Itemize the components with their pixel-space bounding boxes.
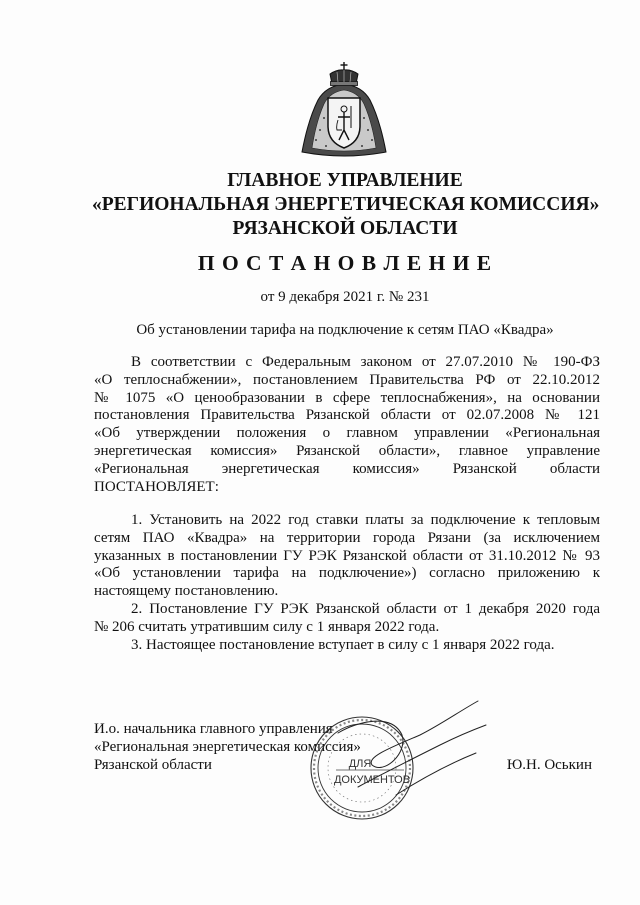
item-2-line: № 206 считать утратившим силу с 1 января 2022 года. (94, 618, 440, 635)
issuer-line-3: РЯЗАНСКОЙ ОБЛАСТИ (232, 218, 458, 239)
item-1-line: 1. Установить на 2022 год ставки платы за подключение к тепловым (131, 512, 600, 528)
item-2-line: 2. Постановление ГУ РЭК Рязанской области от 1 декабря 2020 года (131, 600, 600, 617)
preamble-line: энергетическая комиссия» Рязанской области», главное управление (94, 442, 600, 459)
seal-text-2: ДОКУМЕНТОВ (333, 774, 411, 786)
issuer-header (92, 169, 598, 241)
preamble-line: «Об утверждении положения о главном управлении «Региональная (94, 425, 600, 442)
item-1-line: сетям ПАО «Квадра» на территории города Рязани (за исключением (94, 529, 600, 546)
preamble-line: «Региональная энергетическая комиссия» Рязанской области (94, 460, 600, 477)
document-title: Об установлении тарифа на подключение к сетям ПАО «Квадра» (136, 322, 554, 338)
preamble-line: постановления Правительства Рязанской области от 02.07.2008 № 121 (94, 407, 600, 424)
preamble-line: ПОСТАНОВЛЯЕТ: (94, 478, 219, 495)
round-seal-icon (300, 695, 500, 835)
signer-position-line: Рязанской области (94, 757, 212, 773)
item-1-line: указанных в постановлении ГУ РЭК Рязанской области от 31.10.2012 № 93 (94, 547, 600, 564)
preamble-line: № 1075 «О ценообразовании в сфере теплоснабжения», на основании (94, 389, 600, 406)
signer-position-line: И.о. начальника главного управления (94, 721, 333, 737)
coat-of-arms-icon (296, 60, 392, 160)
seal-text-1: ДЛЯ (348, 758, 372, 770)
item-3-line: 3. Настоящее постановление вступает в силу с 1 января 2022 года. (131, 636, 555, 653)
signer-name: Ю.Н. Оськин (506, 757, 592, 773)
issuer-line-1: ГЛАВНОЕ УПРАВЛЕНИЕ (227, 170, 463, 191)
resolution-items (94, 512, 600, 654)
signer-position-line: «Региональная энергетическая комиссия» (94, 739, 361, 755)
item-1-line: «Об установлении тарифа на подключение») согласно приложению к (94, 565, 600, 582)
document-type: П О С Т А Н О В Л Е Н И Е (197, 251, 493, 275)
issuer-line-2: «РЕГИОНАЛЬНАЯ ЭНЕРГЕТИЧЕСКАЯ КОМИССИЯ» (92, 194, 600, 215)
preamble-line: «О теплоснабжении», постановлением Правительства РФ от 22.10.2012 (94, 371, 600, 388)
preamble-paragraph (94, 354, 600, 496)
item-1-line: настоящему постановлению. (94, 583, 279, 600)
document-date-number: от 9 декабря 2021 г. № 231 (260, 289, 430, 305)
preamble-line: В соответствии с Федеральным законом от 27.07.2010 № 190-ФЗ (131, 354, 600, 370)
